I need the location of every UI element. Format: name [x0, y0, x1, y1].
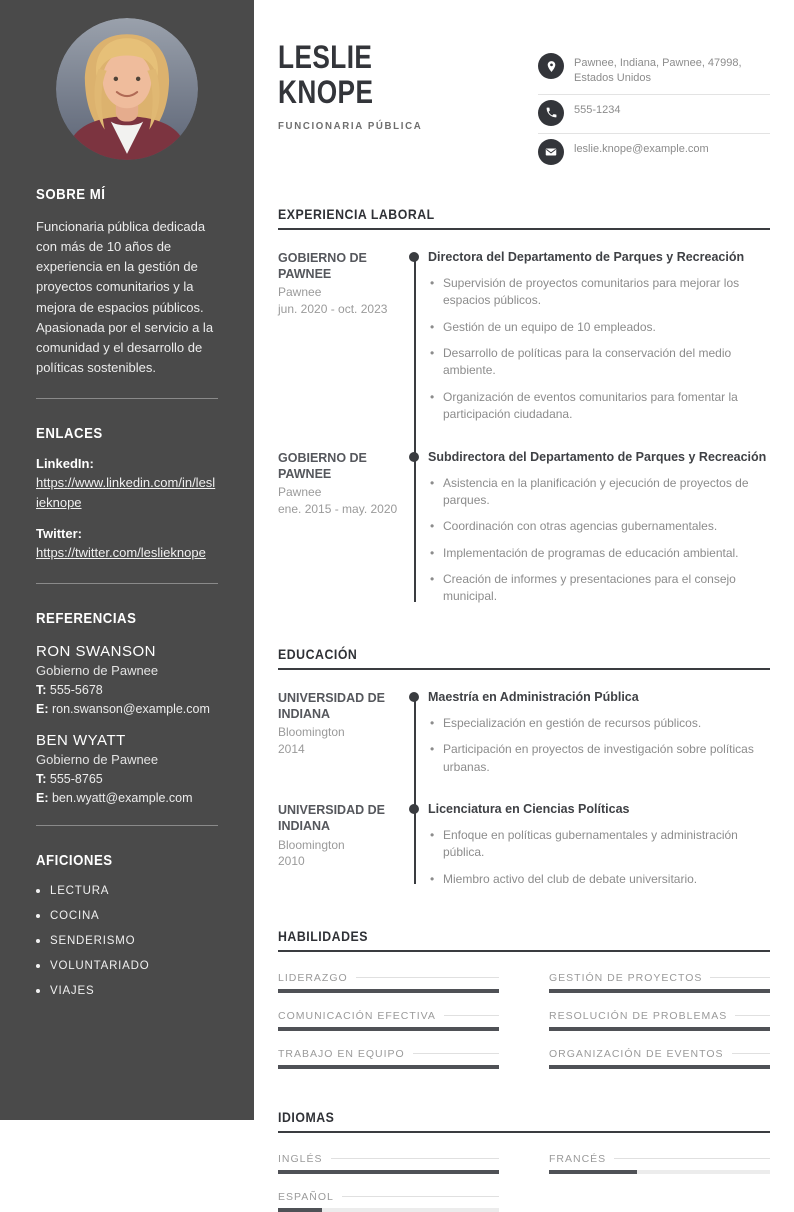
link-item-twitter	[36, 526, 218, 563]
hobby-item: SENDERISMO	[36, 935, 218, 947]
entry-meta	[278, 802, 428, 888]
reference-phone	[36, 772, 218, 786]
reference-organization: Gobierno de Pawnee	[36, 751, 159, 767]
contact-email-text: leslie.knope@example.com	[574, 142, 709, 155]
label-leader-line	[342, 1196, 499, 1197]
bullet-item: • Desarrollo de políticas para la conservación del medio ambiente.	[428, 345, 770, 380]
skill-bar-fill	[549, 1065, 770, 1069]
language-label: INGLÉS	[278, 1153, 323, 1166]
label-leader-line	[732, 1053, 771, 1054]
education-section	[278, 646, 770, 888]
hobby-item: VIAJES	[36, 985, 218, 997]
twitter-label: Twitter:	[36, 526, 82, 542]
bullet-item: • Miembro activo del club de debate universitario.	[428, 871, 770, 888]
label-leader-line	[710, 977, 770, 978]
entry-dates: jun. 2020 - oct. 2023	[278, 302, 388, 317]
reference-item	[36, 732, 218, 805]
bullet-item: • Organización de eventos comunitarios para fomentar la participación ciudadana.	[428, 389, 770, 424]
language-item	[549, 1153, 770, 1174]
entry-details	[428, 690, 770, 776]
hobby-item: VOLUNTARIADO	[36, 960, 218, 972]
bullet-item: • Creación de informes y presentaciones para el consejo municipal.	[428, 571, 770, 606]
skill-label: ORGANIZACIÓN DE EVENTOS	[549, 1048, 724, 1061]
language-label-row	[278, 1153, 499, 1165]
education-entries	[278, 690, 770, 888]
bullet-item: • Enfoque en políticas gubernamentales y administración pública.	[428, 827, 770, 862]
phone-label: T:	[36, 682, 47, 697]
bullet-item: • Coordinación con otras agencias gubernamentales.	[428, 518, 770, 535]
skill-bar-fill	[278, 1027, 499, 1031]
entry-meta	[278, 450, 428, 606]
languages-grid	[278, 1153, 770, 1212]
skill-bar-track	[278, 989, 499, 993]
label-leader-line	[735, 1015, 770, 1016]
reference-email	[36, 702, 218, 716]
language-bar-fill	[278, 1208, 322, 1212]
entry-location: Bloomington	[278, 837, 345, 852]
email-label: E:	[36, 701, 49, 716]
skills-section	[278, 928, 770, 1069]
reference-item	[36, 643, 218, 716]
reference-email	[36, 791, 218, 805]
entry-location: Pawnee	[278, 485, 322, 500]
links-heading: ENLACES	[36, 425, 103, 443]
skill-bar-fill	[278, 989, 499, 993]
main-content	[254, 0, 794, 1204]
link-item-linkedin	[36, 456, 218, 512]
email-icon	[538, 139, 564, 165]
email-value: ron.swanson@example.com	[51, 701, 210, 716]
language-label: FRANCÉS	[549, 1153, 607, 1166]
phone-value: 555-8765	[49, 771, 103, 786]
entry-bullets	[428, 827, 770, 888]
bullet-item: • Especialización en gestión de recursos públicos.	[428, 715, 770, 732]
entry-bullets	[428, 275, 770, 424]
phone-icon	[538, 100, 564, 126]
skill-item	[278, 1048, 499, 1069]
contact-block	[538, 48, 770, 172]
label-leader-line	[356, 977, 499, 978]
skill-label-row	[278, 972, 499, 984]
twitter-url-link[interactable]: https://twitter.com/leslieknope	[36, 545, 206, 561]
about-text: Funcionaria pública dedicada con más de 10 años de experiencia en la gestión de proyectos comunitarios y la mejora de espacios públicos. Apasionada por el servicio a la comunidad y el desarrollo de políticas sostenibles.	[36, 219, 214, 375]
person-name: LESLIE KNOPE	[278, 39, 374, 110]
hobbies-heading: AFICIONES	[36, 851, 113, 869]
languages-heading: IDIOMAS	[278, 1109, 770, 1133]
sidebar-divider	[36, 583, 218, 584]
contact-address-text: Pawnee, Indiana, Pawnee, 47998, Estados Unidos	[574, 57, 742, 85]
entry-details	[428, 250, 770, 424]
experience-entries	[278, 250, 770, 606]
entry-location: Bloomington	[278, 725, 345, 740]
languages-section	[278, 1109, 770, 1212]
skill-item	[549, 1048, 770, 1069]
resume-header	[278, 40, 770, 172]
hobby-item: COCINA	[36, 910, 218, 922]
skill-label-row	[549, 1010, 770, 1022]
profile-photo	[56, 18, 198, 160]
sidebar-divider	[36, 398, 218, 399]
label-leader-line	[614, 1158, 770, 1159]
language-bar-track	[278, 1208, 499, 1212]
skill-bar-track	[278, 1027, 499, 1031]
skill-label-row	[278, 1010, 499, 1022]
entry-title: Subdirectora del Departamento de Parques y Recreación	[428, 450, 770, 464]
entry-degree: Maestría en Administración Pública	[428, 690, 770, 704]
experience-entry	[278, 450, 770, 606]
profile-photo-illustration	[56, 18, 198, 160]
skill-bar-track	[549, 1027, 770, 1031]
skill-bar-fill	[549, 1027, 770, 1031]
email-value: ben.wyatt@example.com	[51, 790, 193, 805]
skill-item	[549, 1010, 770, 1031]
contact-row-email	[538, 134, 770, 172]
entry-title: Directora del Departamento de Parques y Recreación	[428, 250, 770, 264]
skill-label: GESTIÓN DE PROYECTOS	[549, 972, 703, 985]
contact-phone-text: 555-1234	[574, 103, 621, 116]
entry-details	[428, 450, 770, 606]
skill-item	[278, 1010, 499, 1031]
linkedin-url-link[interactable]: https://www.linkedin.com/in/leslieknope	[36, 475, 216, 510]
entry-school: UNIVERSIDAD DE INDIANA	[278, 690, 385, 722]
entry-dates: ene. 2015 - may. 2020	[278, 501, 398, 516]
entry-dates: 2014	[278, 742, 305, 757]
bullet-item: • Implementación de programas de educación ambiental.	[428, 545, 770, 562]
entry-location: Pawnee	[278, 285, 322, 300]
language-label: ESPAÑOL	[278, 1191, 334, 1204]
skill-bar-track	[549, 989, 770, 993]
hobbies-list	[36, 885, 218, 997]
experience-heading: EXPERIENCIA LABORAL	[278, 206, 770, 230]
skill-label-row	[549, 972, 770, 984]
reference-organization: Gobierno de Pawnee	[36, 662, 159, 678]
skill-label: RESOLUCIÓN DE PROBLEMAS	[549, 1010, 728, 1023]
label-leader-line	[331, 1158, 499, 1159]
bullet-item: • Participación en proyectos de investigación sobre políticas urbanas.	[428, 741, 770, 776]
phone-value: 555-5678	[49, 682, 103, 697]
education-heading: EDUCACIÓN	[278, 646, 770, 670]
contact-row-address	[538, 48, 770, 95]
reference-name: BEN WYATT	[36, 731, 126, 749]
skills-heading: HABILIDADES	[278, 928, 770, 952]
email-label: E:	[36, 790, 49, 805]
reference-phone	[36, 683, 218, 697]
sidebar-divider	[36, 825, 218, 826]
skill-label: COMUNICACIÓN EFECTIVA	[278, 1010, 436, 1023]
skill-bar-track	[278, 1065, 499, 1069]
skill-bar-fill	[278, 1065, 499, 1069]
entry-company: GOBIERNO DE PAWNEE	[278, 450, 367, 481]
skills-grid	[278, 972, 770, 1069]
label-leader-line	[413, 1053, 499, 1054]
entry-dates: 2010	[278, 854, 305, 869]
language-item	[278, 1153, 499, 1174]
label-leader-line	[444, 1015, 499, 1016]
entry-meta	[278, 690, 428, 776]
contact-row-phone	[538, 95, 770, 134]
skill-item	[278, 972, 499, 993]
reference-name: RON SWANSON	[36, 642, 156, 660]
bullet-item: • Supervisión de proyectos comunitarios para mejorar los espacios públicos.	[428, 275, 770, 310]
references-heading: REFERENCIAS	[36, 609, 137, 627]
bullet-item: • Asistencia en la planificación y ejecución de proyectos de parques.	[428, 475, 770, 510]
education-entry	[278, 690, 770, 776]
skill-item	[549, 972, 770, 993]
entry-bullets	[428, 475, 770, 606]
entry-school: UNIVERSIDAD DE INDIANA	[278, 803, 385, 834]
skill-label: TRABAJO EN EQUIPO	[278, 1048, 405, 1061]
person-job-title: FUNCIONARIA PÚBLICA	[278, 120, 423, 132]
language-bar-fill	[549, 1170, 637, 1174]
language-bar-track	[278, 1170, 499, 1174]
about-heading: SOBRE MÍ	[36, 186, 106, 203]
sidebar	[0, 0, 254, 1120]
linkedin-label: LinkedIn:	[36, 456, 94, 472]
entry-degree: Licenciatura en Ciencias Políticas	[428, 802, 770, 816]
language-item	[278, 1191, 499, 1212]
experience-entry	[278, 250, 770, 424]
experience-section	[278, 206, 770, 606]
skill-label-row	[549, 1048, 770, 1060]
entry-meta	[278, 250, 428, 424]
location-pin-icon	[538, 53, 564, 79]
phone-label: T:	[36, 771, 47, 786]
entry-company: GOBIERNO DE PAWNEE	[278, 250, 367, 282]
skill-label: LIDERAZGO	[278, 972, 348, 985]
hobby-item: LECTURA	[36, 885, 218, 897]
skill-label-row	[278, 1048, 499, 1060]
skill-bar-track	[549, 1065, 770, 1069]
skill-bar-fill	[549, 989, 770, 993]
language-label-row	[549, 1153, 770, 1165]
entry-details	[428, 802, 770, 888]
entry-bullets	[428, 715, 770, 776]
language-bar-fill	[278, 1170, 499, 1174]
language-label-row	[278, 1191, 499, 1203]
language-bar-track	[549, 1170, 770, 1174]
name-block	[278, 40, 448, 172]
bullet-item: • Gestión de un equipo de 10 empleados.	[428, 319, 770, 336]
education-entry	[278, 802, 770, 888]
